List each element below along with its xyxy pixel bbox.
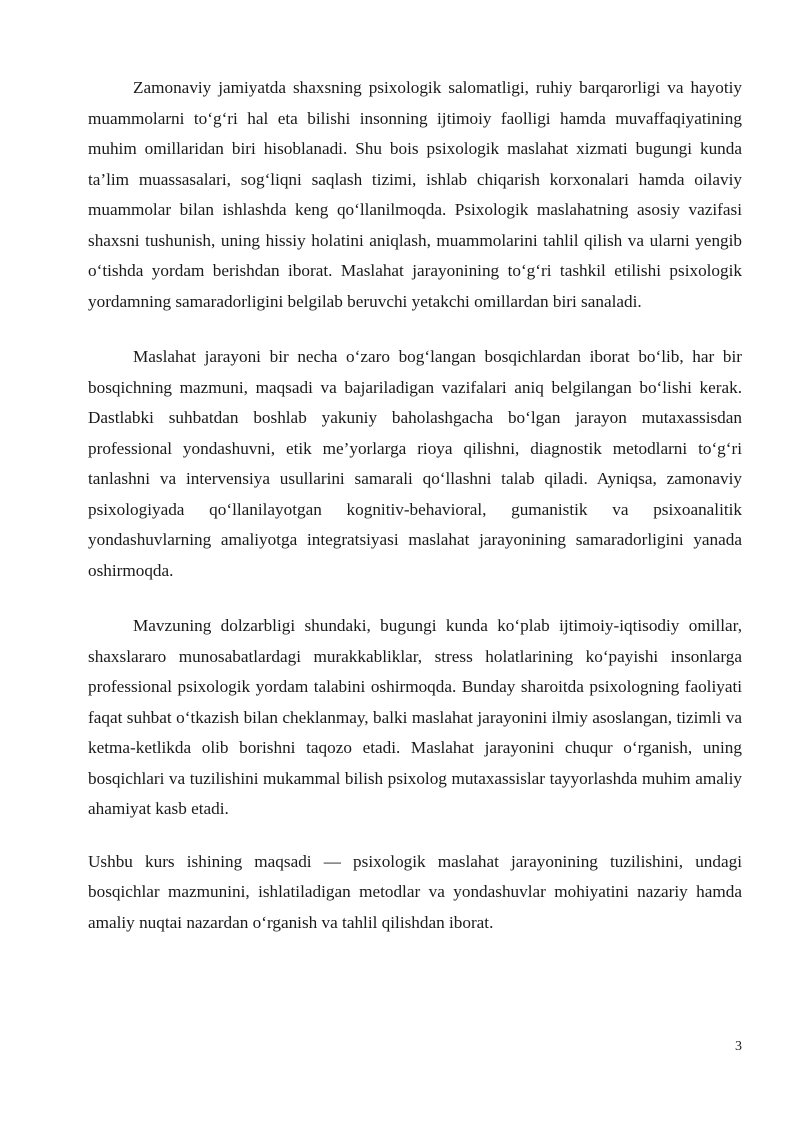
paragraph-relevance: Mavzuning dolzarbligi shundaki, bugungi kunda ko‘plab ijtimoiy-iqtisodiy omillar, shaxslararo munosabatlardagi murakkabliklar, stress holatlarining ko‘payishi insonlarga professional psixologik yordam talabini oshirmoqda. Bunday sharoitda psixologning faoliyati faqat suhbat o‘tkazish bilan cheklanmay, balki maslahat jarayonini ilmiy asoslangan, tizimli va ketma-ketlikda olib borishni taqozo etadi. Maslahat jarayonini chuqur o‘rganish, uning bosqichlari va tuzilishini mukammal bilish psixolog mutaxassislar tayyorlashda muhim amaliy ahamiyat kasb etadi. <box>88 616 742 818</box>
page-number: 3 <box>735 1039 742 1054</box>
paragraph-counseling-stages: Maslahat jarayoni bir necha o‘zaro bog‘langan bosqichlardan iborat bo‘lib, har bir bosqichning mazmuni, maqsadi va bajariladigan vazifalari aniq belgilangan bo‘lishi kerak. Dastlabki suhbatdan boshlab yakuniy baholashgacha bo‘lgan jarayon mutaxassisdan professional yondashuvni, etik me’yorlarga rioya qilishni, diagnostik metodlarni to‘g‘ri tanlashni va intervensiya usullarini samarali qo‘llashni talab qiladi. Ayniqsa, zamonaviy psixologiyada qo‘llanilayotgan kognitiv-behavioral, gumanistik va psixoanalitik yondashuvlarning amaliyotga integratsiyasi maslahat jarayonining samaradorligini yanada oshirmoqda. <box>88 347 742 580</box>
paragraph-purpose: Ushbu kurs ishining maqsadi — psixologik maslahat jarayonining tuzilishini, undagi bosqichlar mazmunini, ishlatiladigan metodlar va yondashuvlar mohiyatini nazariy hamda amaliy nuqtai nazardan o‘rganish va tahlil qilishdan iborat. <box>88 851 742 932</box>
page-body <box>88 73 742 938</box>
paragraph-introduction: Zamonaviy jamiyatda shaxsning psixologik salomatligi, ruhiy barqarorligi va hayotiy muammolarni to‘g‘ri hal eta bilishi insonning ijtimoiy faolligi hamda muvaffaqiyatining muhim omillaridan biri hisoblanadi. Shu bois psixologik maslahat xizmati bugungi kunda ta’lim muassasalari, sog‘liqni saqlash tizimi, ishlab chiqarish korxonalari hamda oilaviy muammolar bilan ishlashda keng qo‘llanilmoqda. Psixologik maslahatning asosiy vazifasi shaxsni tushunish, uning hissiy holatini aniqlash, muammolarini tahlil qilish va ularni yengib o‘tishda yordam berishdan iborat. Maslahat jarayonining to‘g‘ri tashkil etilishi psixologik yordamning samaradorligini belgilab beruvchi yetakchi omillardan biri sanaladi. <box>88 78 742 311</box>
